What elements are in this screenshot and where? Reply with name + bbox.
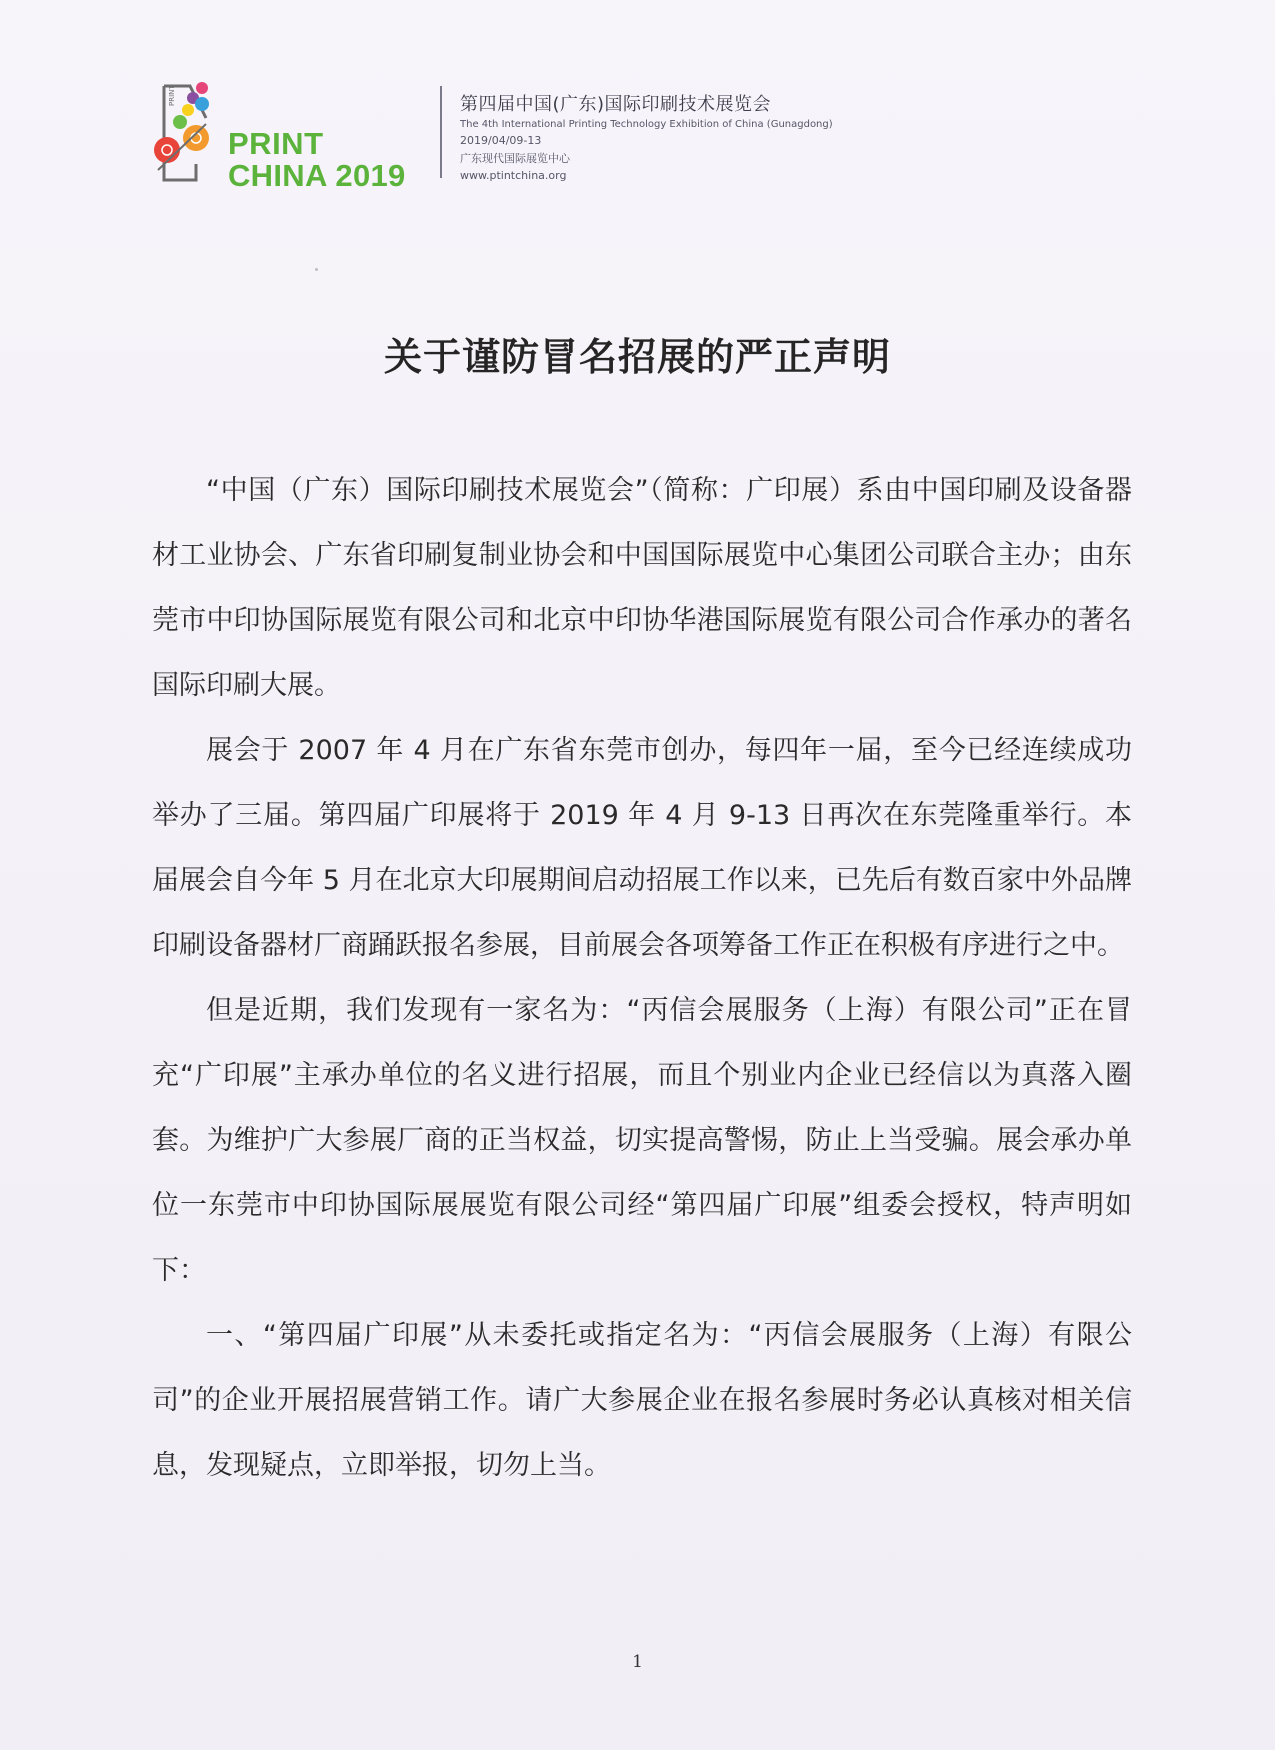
paragraph-2: 展会于 2007 年 4 月在广东省东莞市创办，每四年一届，至今已经连续成功举办了三届。第四届广印展将于 2019 年 4 月 9-13 日再次在东莞隆重举行。本届展会自今年 5 月在北京大印展期间启动招展工作以来，已先后有数百家中外品牌印刷设备器材厂商踊跃报名参展，目前展会各项筹备工作正在积极有序进行之中。 bbox=[152, 735, 1132, 961]
print-china-logo-icon bbox=[150, 80, 225, 190]
exhibition-venue: 广东现代国际展览中心 bbox=[460, 152, 570, 165]
exhibition-title-en: The 4th International Printing Technology Exhibition of China (Gunagdong) bbox=[460, 119, 833, 130]
logo-wordmark bbox=[228, 128, 406, 191]
document-body bbox=[152, 458, 1132, 1498]
exhibition-website: www.ptintchina.org bbox=[460, 169, 567, 182]
document-title: 关于谨防冒名招展的严正声明 bbox=[383, 335, 891, 379]
letterhead bbox=[150, 80, 850, 193]
logo-china-text: CHINA 2019 bbox=[228, 158, 406, 193]
paragraph-3: 但是近期，我们发现有一家名为：“丙信会展服务（上海）有限公司”正在冒充“广印展”主承办单位的名义进行招展，而且个别业内企业已经信以为真落入圈套。为维护广大参展厂商的正当权益，切实提高警惕，防止上当受骗。展会承办单位一东莞市中印协国际展展览有限公司经“第四届广印展”组委会授权，特声明如下： bbox=[152, 995, 1132, 1286]
exhibition-date: 2019/04/09-13 bbox=[460, 134, 542, 147]
exhibition-info bbox=[460, 90, 833, 182]
exhibition-title-cn: 第四届中国(广东)国际印刷技术展览会 bbox=[460, 94, 772, 115]
scan-speck bbox=[315, 268, 318, 271]
logo-print-text: PRINT bbox=[228, 126, 324, 161]
page-number: 1 bbox=[632, 1652, 643, 1672]
paragraph-4: 一、“第四届广印展”从未委托或指定名为：“丙信会展服务（上海）有限公司”的企业开展招展营销工作。请广大参展企业在报名参展时务必认真核对相关信息，发现疑点，立即举报，切勿上当。 bbox=[152, 1320, 1132, 1481]
paragraph-1: “中国（广东）国际印刷技术展览会”（简称：广印展）系由中国印刷及设备器材工业协会、广东省印刷复制业协会和中国国际展览中心集团公司联合主办；由东莞市中印协国际展览有限公司和北京中印协华港国际展览有限公司合作承办的著名国际印刷大展。 bbox=[152, 475, 1132, 701]
header-divider bbox=[440, 86, 442, 178]
logo-small-text: PRINT bbox=[168, 85, 176, 106]
